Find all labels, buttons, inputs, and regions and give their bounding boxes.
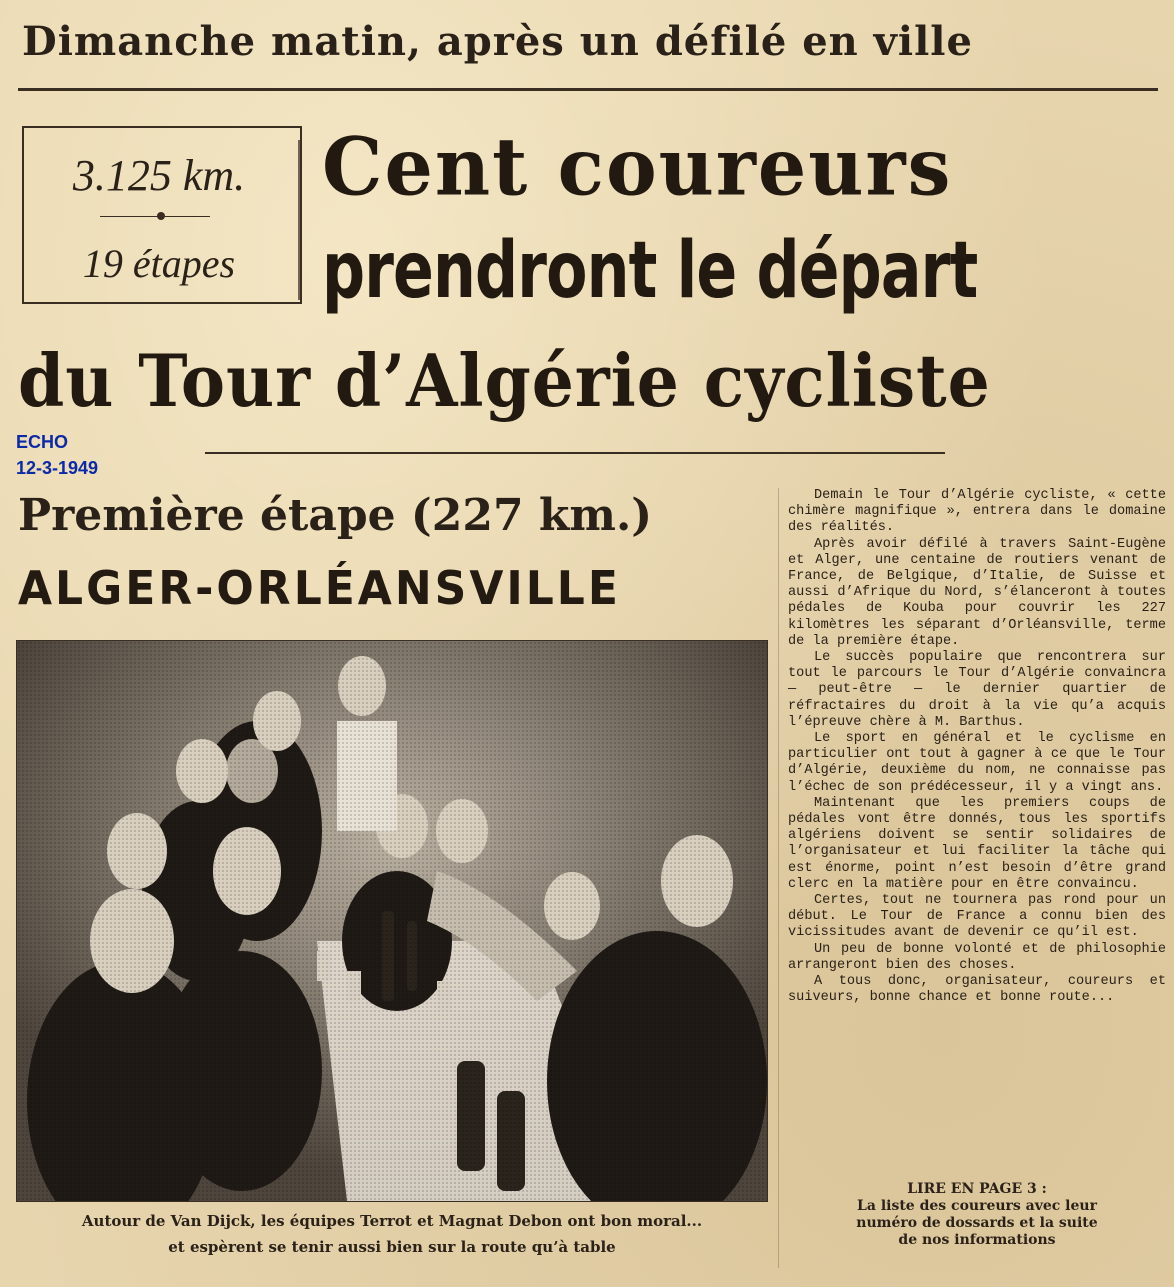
see-page-3-line: La liste des coureurs avec leur xyxy=(857,1198,1097,1214)
stages-label: 19 étapes xyxy=(82,241,236,286)
article-paragraph: Demain le Tour d’Algérie cycliste, « cette chimère magnifique », entrera dans le domaine des réalités. xyxy=(788,488,1166,536)
photo-caption-line-2: et espèrent se tenir aussi bien sur la route qu’à table xyxy=(168,1238,616,1256)
article-paragraph: Le succès populaire que rencontrera sur tout le parcours le Tour d’Algérie convaincra — peut-être — le dernier quartier de réfractaires du droit à la vie qu’a acquis l’épreuve chère à M. Barthus. xyxy=(788,650,1166,730)
headline-line-3: du Tour d’Algérie cycliste xyxy=(18,338,991,423)
article-paragraph: Après avoir défilé à travers Saint-Eugène et Alger, une centaine de routiers venant de France, de Belgique, d’Italie, de Suisse et aussi d’Afrique du Nord, s’élanceront à toutes pédales de Kouba pour couvrir les 227 kilomètres les séparant d’Orléansville, terme de la première étape. xyxy=(788,536,1166,649)
stats-box-shadow xyxy=(298,140,302,300)
photo-illustration xyxy=(17,641,767,1201)
article-paragraph: Certes, tout ne tournera pas rond pour un début. Le Tour de France a connu bien des vicissitudes avant de devenir ce qu’il est. xyxy=(788,893,1166,941)
see-page-3-line: de nos informations xyxy=(898,1232,1056,1248)
article-paragraph: Maintenant que les premiers coups de pédales vont être donnés, tous les sportifs algériens doivent se sentir solidaires de l’organisateur et lui faciliter la tâche qui est énorme, point n’est besoin d’être grand clerc en la matière pour en être convaincu. xyxy=(788,795,1166,892)
headline-line-2: prendront le départ xyxy=(322,224,978,316)
box-divider-dot xyxy=(157,212,165,220)
article-paragraph: Un peu de bonne volonté et de philosophie arrangeront bien des choses. xyxy=(788,941,1166,973)
archive-stamp-date: 12-3-1949 xyxy=(16,458,99,478)
middle-rule xyxy=(205,452,945,454)
box-divider xyxy=(100,216,210,217)
team-dinner-photo xyxy=(16,640,768,1202)
kicker-headline: Dimanche matin, après un défilé en ville xyxy=(22,18,973,65)
distance-label: 3.125 km. xyxy=(72,151,246,200)
article-paragraph: Le sport en général et le cyclisme en particulier ont tout à gagner à ce que le Tour d’Algérie, deuxième du nom, ne connaisse pas l’échec de son prédécesseur, il y a vingt ans. xyxy=(788,731,1166,795)
headline-line-1: Cent coureurs xyxy=(322,120,953,214)
route-subheading: ALGER-ORLÉANSVILLE xyxy=(18,562,621,616)
photo-caption-line-1: Autour de Van Dijck, les équipes Terrot et Magnat Debon ont bon moral... xyxy=(81,1212,703,1230)
top-rule xyxy=(18,88,1158,91)
see-page-3-line: numéro de dossards et la suite xyxy=(856,1215,1098,1231)
stage-subheading: Première étape (227 km.) xyxy=(18,490,653,541)
archive-stamp-source: ECHO xyxy=(16,432,69,452)
article-paragraph: A tous donc, organisateur, coureurs et suiveurs, bonne chance et bonne route... xyxy=(788,974,1166,1006)
column-rule xyxy=(778,488,779,1268)
see-page-3-title: LIRE EN PAGE 3 : xyxy=(907,1181,1047,1197)
see-page-3-note xyxy=(788,1181,1166,1249)
article-body xyxy=(788,488,1166,1007)
